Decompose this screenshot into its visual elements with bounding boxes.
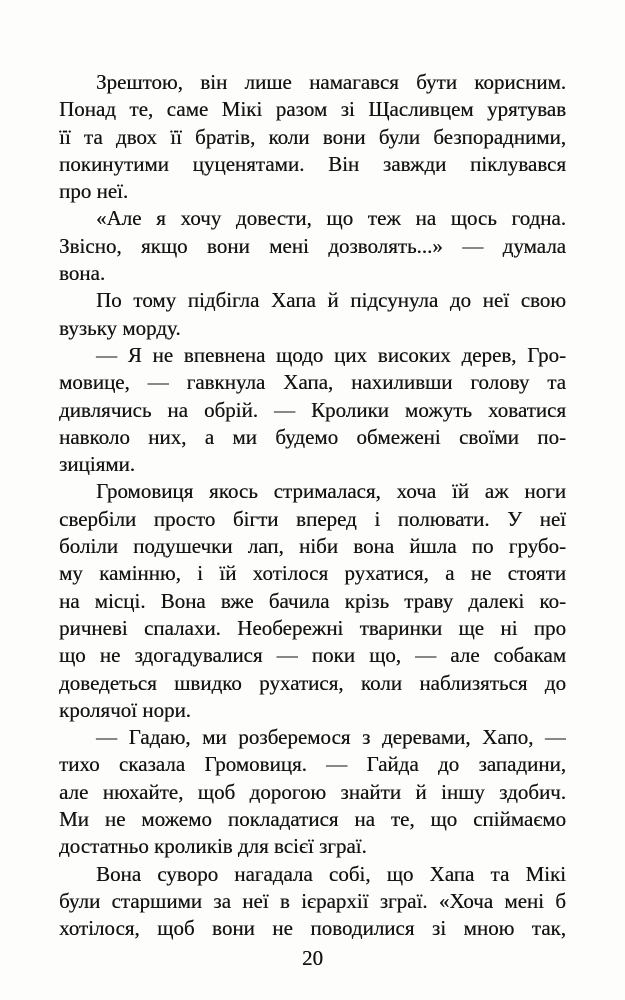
- text-line: Зрештою, він лише намагався бути корисним.: [96, 70, 566, 94]
- paragraph: [59, 342, 566, 478]
- text-line: боліли подушечки лап, ніби вона йшла по грубо-: [59, 534, 566, 559]
- text-line: про неї.: [59, 179, 129, 204]
- paragraph: [59, 861, 566, 943]
- text-line: були старшими за неї в ієрархії зграї. «Хоча мені б: [59, 888, 566, 913]
- text-line: вузьку морду.: [59, 315, 181, 340]
- text-line: — Гадаю, ми розберемося з деревами, Хапо, —: [96, 725, 566, 750]
- page-number: 20: [302, 946, 323, 970]
- paragraph: [59, 205, 566, 287]
- text-line: «Але я хочу довести, що теж на щось годна.: [96, 206, 566, 231]
- text-line: — Я не впевнена щодо цих високих дерев, Гро-: [96, 342, 566, 367]
- paragraph: [59, 478, 566, 724]
- text-line: хотілося, щоб вони не поводилися зі мною так,: [59, 916, 566, 941]
- paragraph: [59, 724, 566, 860]
- text-line: мовице, — гавкнула Хапа, нахиливши голову та: [59, 370, 566, 395]
- text-line: навколо них, а ми будемо обмежені своїми по-: [59, 424, 566, 449]
- text-line: на місці. Вона вже бачила крізь траву далекі ко-: [59, 588, 566, 613]
- text-line: але нюхайте, щоб дорогою знайти й іншу здобич.: [59, 779, 566, 804]
- text-line: кролячої нори.: [59, 697, 191, 722]
- text-line: Понад те, саме Мікі разом зі Щасливцем урятував: [59, 97, 566, 122]
- text-line: Ми не можемо покладатися на те, що спіймаємо: [59, 807, 566, 832]
- text-line: зиціями.: [59, 452, 136, 477]
- text-line: Громовиця якось стрималася, хоча їй аж ноги: [96, 479, 566, 504]
- paragraph: [59, 287, 566, 342]
- text-line: її та двох її братів, коли вони були безпорадними,: [59, 124, 566, 149]
- text-line: му камінню, і їй хотілося рухатися, а не стояти: [59, 561, 566, 586]
- text-line: Вона суворо нагадала собі, що Хапа та Мікі: [96, 861, 566, 886]
- text-line: вона.: [59, 261, 106, 286]
- text-line: Звісно, якщо вони мені дозволять...» — думала: [59, 233, 566, 258]
- text-line: що не здогадувалися — поки що, — але собакам: [59, 643, 566, 668]
- text-line: дивлячись на обрій. — Кролики можуть ховатися: [59, 397, 566, 422]
- text-line: покинутими цуценятами. Він завжди піклувався: [59, 151, 566, 176]
- text-line: тихо сказала Громовиця. — Гайда до западини,: [59, 752, 566, 777]
- paragraph: [59, 69, 566, 205]
- text-line: свербіли просто бігти вперед і полювати. У неї: [59, 506, 566, 531]
- text-line: достатньо кроликів для всієї зграї.: [59, 834, 367, 859]
- text-line: ричневі спалахи. Необережні тваринки ще ні про: [59, 615, 566, 640]
- page-text: [59, 69, 566, 943]
- text-line: По тому підбігла Хапа й підсунула до неї свою: [96, 288, 566, 313]
- text-line: доведеться швидко рухатися, коли наблизяться до: [59, 670, 566, 695]
